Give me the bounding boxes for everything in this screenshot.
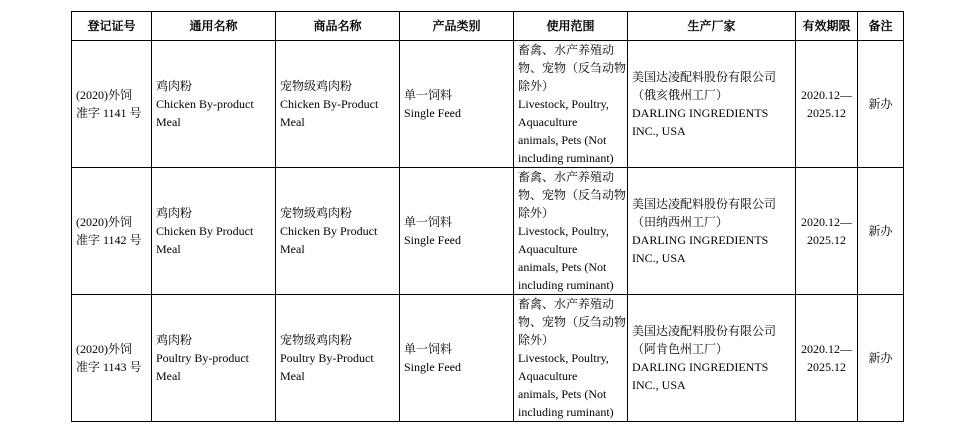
generic-name-cn: 鸡肉粉 xyxy=(156,206,193,220)
header-manufacturer: 生产厂家 xyxy=(628,12,796,41)
validity-end: 2025.12 xyxy=(807,106,846,120)
scope-en: including ruminant) xyxy=(518,405,614,419)
table-row xyxy=(72,168,904,295)
reg-no-line: 准字 1141 号 xyxy=(76,106,142,120)
scope-cn: 除外） xyxy=(518,79,555,93)
reg-no-line: (2020)外饲 xyxy=(76,88,132,102)
category-cn: 单一饲料 xyxy=(404,342,453,356)
validity-start: 2020.12— xyxy=(801,88,852,102)
scope-en: Aquaculture xyxy=(518,369,578,383)
manufacturer-en: INC., USA xyxy=(632,124,686,138)
header-remark: 备注 xyxy=(858,12,904,41)
category-cell xyxy=(400,295,514,422)
remark-cell xyxy=(858,41,904,168)
scope-cn: 物、宠物（反刍动物 xyxy=(518,315,627,329)
trade-name-cell xyxy=(276,295,400,422)
header-scope: 使用范围 xyxy=(514,12,628,41)
scope-en: animals, Pets (Not xyxy=(518,260,607,274)
validity-start: 2020.12— xyxy=(801,215,852,229)
trade-name-cn: 宠物级鸡肉粉 xyxy=(280,206,353,220)
manufacturer-plant: （阿肯色州工厂） xyxy=(632,342,729,356)
category-cell xyxy=(400,168,514,295)
reg-no-line: (2020)外饲 xyxy=(76,215,132,229)
trade-name-en: Chicken By-Product xyxy=(280,97,379,111)
validity-start: 2020.12— xyxy=(801,342,852,356)
trade-name-en: Meal xyxy=(280,369,305,383)
reg-no-cell xyxy=(72,41,152,168)
header-generic-name: 通用名称 xyxy=(152,12,276,41)
validity-end: 2025.12 xyxy=(807,233,846,247)
generic-name-cn: 鸡肉粉 xyxy=(156,333,193,347)
header-validity: 有效期限 xyxy=(796,12,858,41)
trade-name-cn: 宠物级鸡肉粉 xyxy=(280,79,353,93)
manufacturer-en: INC., USA xyxy=(632,378,686,392)
validity-cell xyxy=(796,41,858,168)
remark-text: 新办 xyxy=(868,224,893,238)
scope-cell xyxy=(514,295,628,422)
manufacturer-en: INC., USA xyxy=(632,251,686,265)
manufacturer-cell xyxy=(628,295,796,422)
remark-text: 新办 xyxy=(868,97,893,111)
trade-name-en: Meal xyxy=(280,115,305,129)
trade-name-en: Meal xyxy=(280,242,305,256)
remark-cell xyxy=(858,295,904,422)
generic-name-en: Poultry By-product xyxy=(156,351,249,365)
generic-name-en: Meal xyxy=(156,115,181,129)
trade-name-cell xyxy=(276,168,400,295)
generic-name-en: Meal xyxy=(156,242,181,256)
reg-no-line: 准字 1143 号 xyxy=(76,360,142,374)
scope-cell xyxy=(514,41,628,168)
manufacturer-cn: 美国达凌配料股份有限公司 xyxy=(632,70,777,84)
manufacturer-cn: 美国达凌配料股份有限公司 xyxy=(632,197,777,211)
scope-en: Aquaculture xyxy=(518,115,578,129)
header-reg-no: 登记证号 xyxy=(72,12,152,41)
scope-cell xyxy=(514,168,628,295)
scope-en: Livestock, Poultry, xyxy=(518,224,609,238)
trade-name-cn: 宠物级鸡肉粉 xyxy=(280,333,353,347)
scope-en: Aquaculture xyxy=(518,242,578,256)
manufacturer-cell xyxy=(628,168,796,295)
category-cn: 单一饲料 xyxy=(404,215,453,229)
scope-en: Livestock, Poultry, xyxy=(518,351,609,365)
trade-name-cell xyxy=(276,41,400,168)
remark-cell xyxy=(858,168,904,295)
reg-no-cell xyxy=(72,168,152,295)
generic-name-en: Chicken By Product xyxy=(156,224,254,238)
scope-cn: 畜禽、水产养殖动 xyxy=(518,297,615,311)
scope-en: Livestock, Poultry, xyxy=(518,97,609,111)
table-row xyxy=(72,295,904,422)
manufacturer-en: DARLING INGREDIENTS xyxy=(632,233,769,247)
scope-cn: 除外） xyxy=(518,206,555,220)
scope-cn: 畜禽、水产养殖动 xyxy=(518,170,615,184)
header-trade-name: 商品名称 xyxy=(276,12,400,41)
registration-table xyxy=(71,11,904,422)
validity-cell xyxy=(796,168,858,295)
category-cn: 单一饲料 xyxy=(404,88,453,102)
category-en: Single Feed xyxy=(404,106,461,120)
header-category: 产品类别 xyxy=(400,12,514,41)
manufacturer-cell xyxy=(628,41,796,168)
generic-name-cell xyxy=(152,41,276,168)
generic-name-cell xyxy=(152,168,276,295)
scope-cn: 物、宠物（反刍动物 xyxy=(518,188,627,202)
scope-cn: 畜禽、水产养殖动 xyxy=(518,43,615,57)
generic-name-en: Meal xyxy=(156,369,181,383)
trade-name-en: Chicken By Product xyxy=(280,224,378,238)
scope-en: animals, Pets (Not xyxy=(518,387,607,401)
scope-cn: 物、宠物（反刍动物 xyxy=(518,61,627,75)
reg-no-line: 准字 1142 号 xyxy=(76,233,142,247)
table-row xyxy=(72,41,904,168)
header-row xyxy=(72,12,904,41)
manufacturer-en: DARLING INGREDIENTS xyxy=(632,106,769,120)
validity-end: 2025.12 xyxy=(807,360,846,374)
manufacturer-en: DARLING INGREDIENTS xyxy=(632,360,769,374)
trade-name-en: Poultry By-Product xyxy=(280,351,374,365)
category-cell xyxy=(400,41,514,168)
remark-text: 新办 xyxy=(868,351,893,365)
generic-name-cn: 鸡肉粉 xyxy=(156,79,193,93)
reg-no-line: (2020)外饲 xyxy=(76,342,132,356)
manufacturer-plant: （俄亥俄州工厂） xyxy=(632,88,729,102)
scope-en: animals, Pets (Not xyxy=(518,133,607,147)
category-en: Single Feed xyxy=(404,360,461,374)
scope-en: including ruminant) xyxy=(518,278,614,292)
scope-en: including ruminant) xyxy=(518,151,614,165)
category-en: Single Feed xyxy=(404,233,461,247)
reg-no-cell xyxy=(72,295,152,422)
manufacturer-plant: （田纳西州工厂） xyxy=(632,215,729,229)
generic-name-cell xyxy=(152,295,276,422)
manufacturer-cn: 美国达凌配料股份有限公司 xyxy=(632,324,777,338)
scope-cn: 除外） xyxy=(518,333,555,347)
validity-cell xyxy=(796,295,858,422)
generic-name-en: Chicken By-product xyxy=(156,97,254,111)
